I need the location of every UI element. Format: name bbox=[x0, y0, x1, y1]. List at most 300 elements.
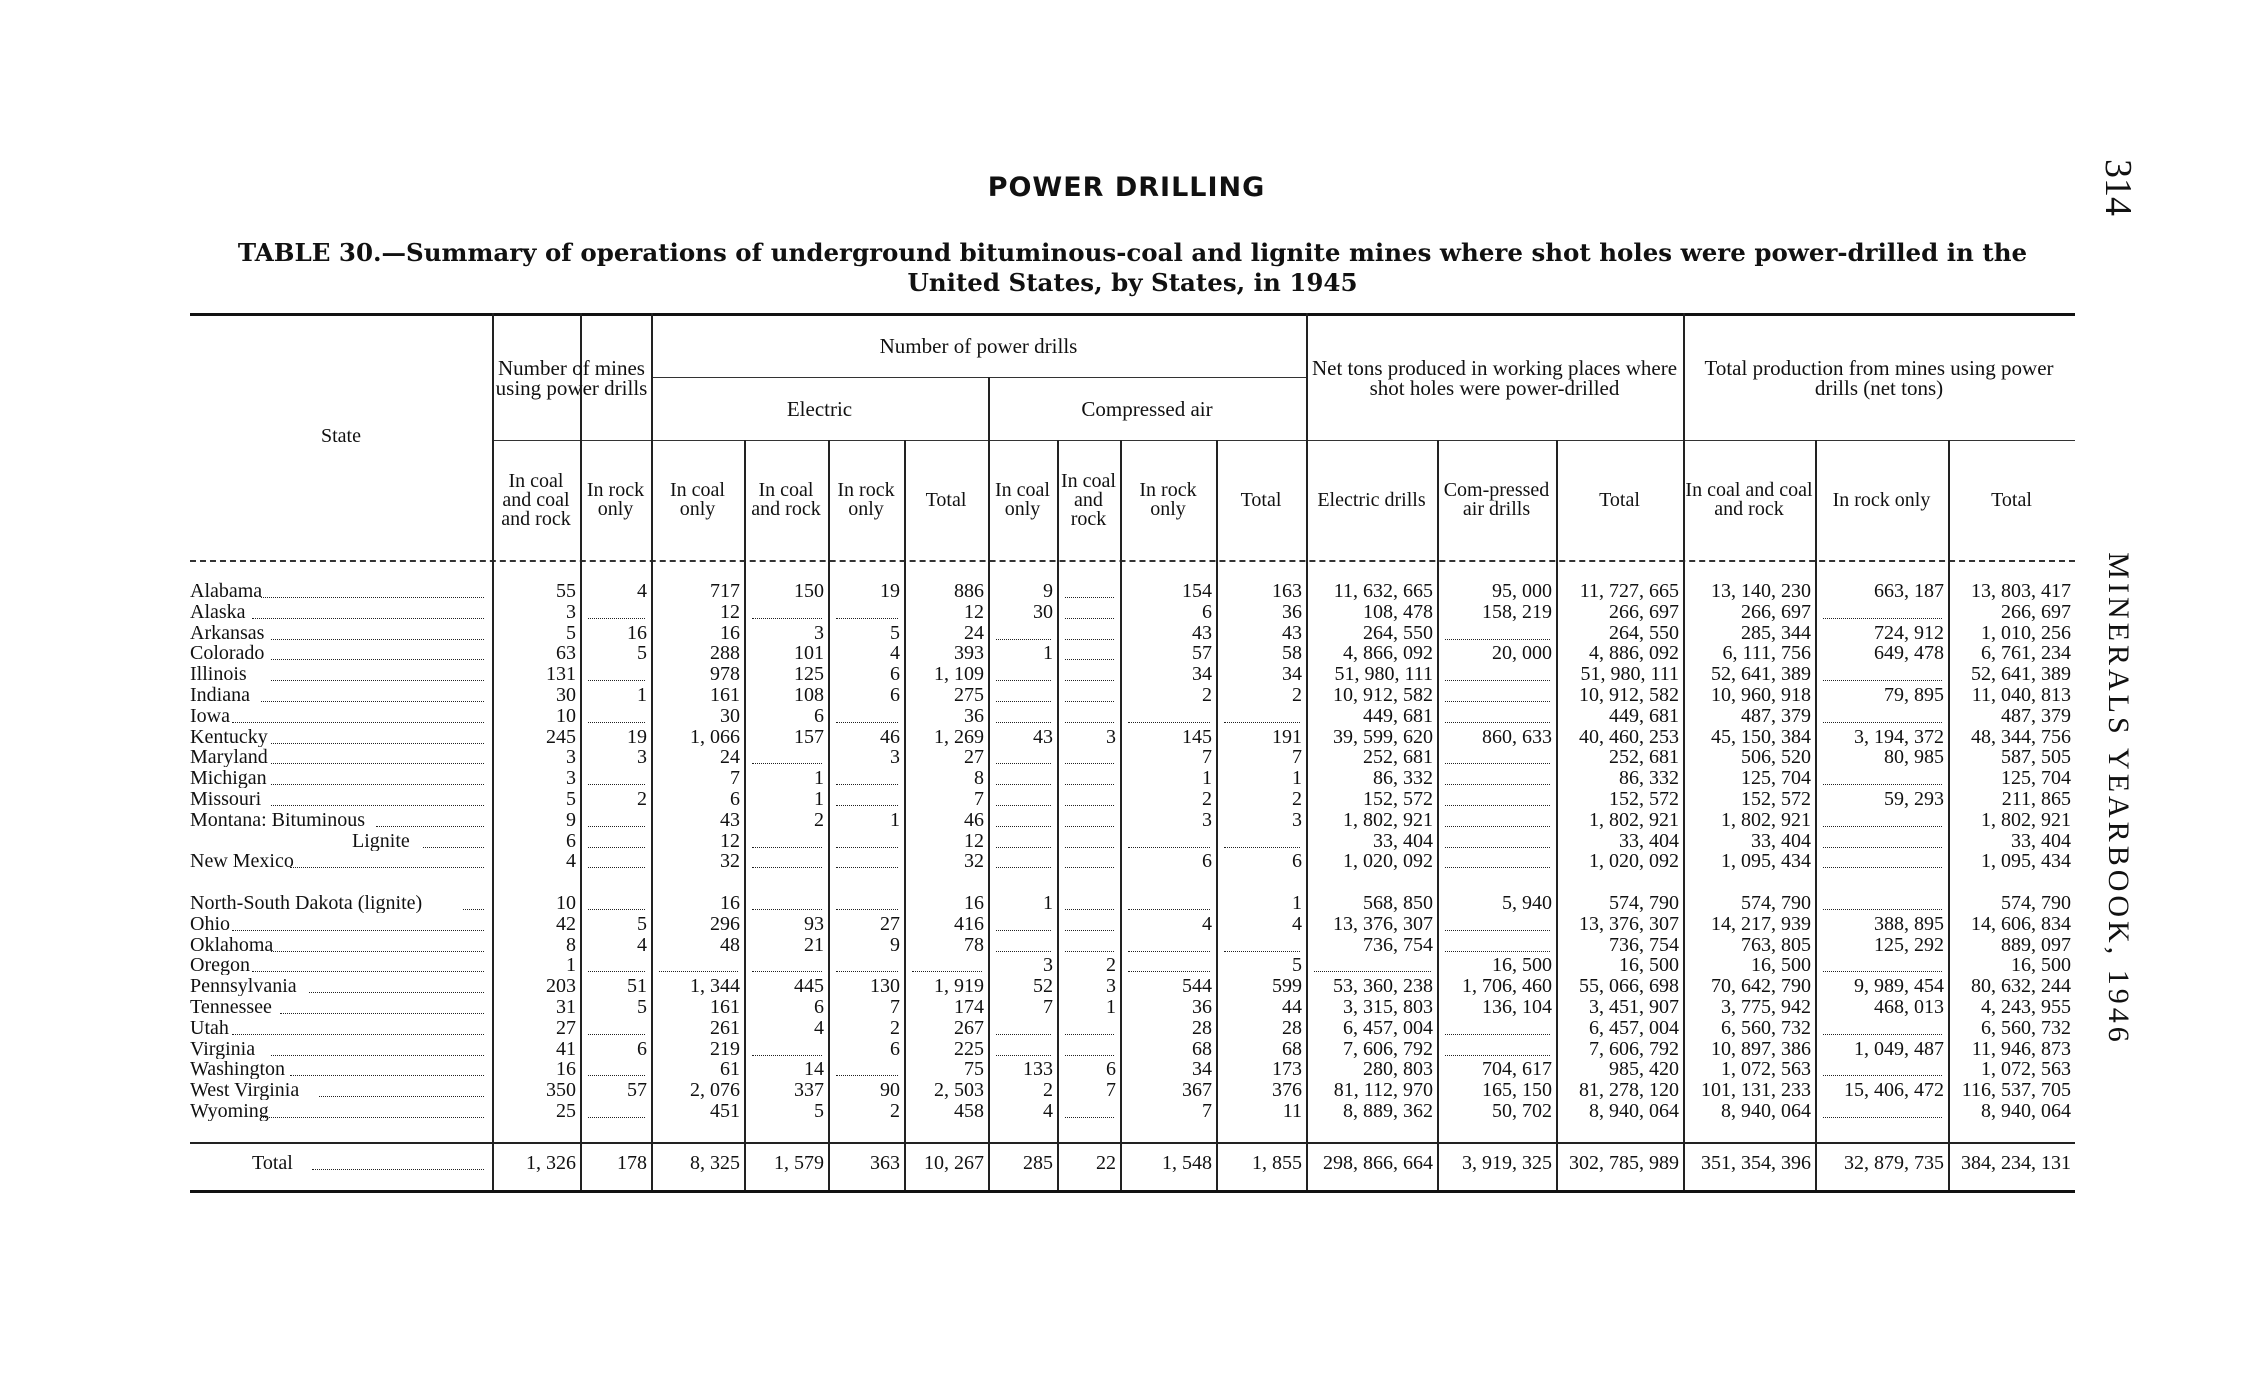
table-cell: 7 bbox=[974, 788, 984, 810]
total-cell: 1, 548 bbox=[1162, 1152, 1212, 1174]
table-cell: 2, 503 bbox=[934, 1079, 984, 1102]
table-cell: 376 bbox=[1272, 1079, 1302, 1102]
table-cell: 70, 642, 790 bbox=[1711, 975, 1811, 998]
empty-cell-dots bbox=[1065, 597, 1114, 598]
table-cell: 10 bbox=[556, 892, 576, 914]
table-cell: 280, 803 bbox=[1363, 1058, 1433, 1081]
empty-cell-dots bbox=[1823, 909, 1942, 910]
row-state-label: Washington bbox=[190, 1059, 286, 1080]
table-cell: 165, 150 bbox=[1482, 1079, 1552, 1102]
table-cell: 2 bbox=[1202, 684, 1212, 706]
leader-dots bbox=[319, 1096, 484, 1097]
empty-cell-dots bbox=[588, 867, 645, 868]
table-cell: 16, 500 bbox=[2011, 954, 2071, 977]
leader-dots bbox=[271, 763, 484, 764]
table-cell: 154 bbox=[1182, 580, 1212, 602]
leader-dots bbox=[261, 1117, 484, 1118]
table-cell: 367 bbox=[1182, 1079, 1212, 1102]
table-cell: 889, 097 bbox=[2001, 933, 2071, 956]
table-cell: 8, 940, 064 bbox=[1721, 1100, 1811, 1122]
table-cell: 36 bbox=[1192, 996, 1212, 1018]
table-cell: 7 bbox=[1043, 996, 1053, 1018]
table-cell: 7 bbox=[890, 996, 900, 1018]
empty-cell-dots bbox=[1823, 867, 1942, 868]
table-cell: 1, 095, 434 bbox=[1721, 850, 1811, 873]
empty-cell-dots bbox=[1823, 680, 1942, 681]
empty-cell-dots bbox=[1224, 722, 1300, 723]
table-cell: 6 bbox=[1106, 1058, 1116, 1081]
table-cell: 68 bbox=[1192, 1037, 1212, 1060]
table-cell: 1 bbox=[1202, 767, 1212, 790]
table-cell: 978 bbox=[710, 663, 740, 686]
empty-cell-dots bbox=[996, 930, 1051, 931]
empty-cell-dots bbox=[1445, 1055, 1550, 1056]
column-header: In coal only bbox=[995, 479, 1050, 520]
table-cell: 663, 187 bbox=[1874, 580, 1944, 602]
table-cell: 78 bbox=[964, 933, 984, 956]
table-cell: 43 bbox=[1033, 725, 1053, 748]
leader-dots bbox=[232, 930, 484, 931]
row-state-label: Utah bbox=[190, 1017, 229, 1038]
table-cell: 2 bbox=[637, 788, 647, 810]
table-cell: 75 bbox=[964, 1058, 984, 1081]
empty-cell-dots bbox=[836, 805, 898, 806]
empty-cell-dots bbox=[1128, 971, 1210, 972]
table-cell: 28 bbox=[1192, 1016, 1212, 1039]
empty-cell-dots bbox=[1065, 722, 1114, 723]
empty-cell-dots bbox=[1065, 763, 1114, 764]
table-caption bbox=[190, 238, 2075, 298]
empty-cell-dots bbox=[752, 867, 822, 868]
table-cell: 79, 895 bbox=[1884, 684, 1944, 706]
table-cell: 985, 420 bbox=[1609, 1058, 1679, 1081]
table-cell: 157 bbox=[794, 725, 824, 748]
column-header: In rock only bbox=[837, 479, 895, 520]
table-cell: 1, 706, 460 bbox=[1462, 975, 1552, 998]
table-cell: 6 bbox=[890, 1037, 900, 1060]
table-cell: 2 bbox=[814, 808, 824, 831]
empty-cell-dots bbox=[1065, 680, 1114, 681]
table-cell: 19 bbox=[627, 725, 647, 748]
table-cell: 763, 805 bbox=[1741, 933, 1811, 956]
leader-dots bbox=[261, 597, 484, 598]
empty-cell-dots bbox=[1445, 722, 1550, 723]
leader-dots bbox=[271, 680, 484, 681]
empty-cell-dots bbox=[1445, 784, 1550, 785]
table-cell: 736, 754 bbox=[1363, 933, 1433, 956]
row-state-label: Missouri bbox=[190, 789, 262, 809]
column-header: Com-pressed air drills bbox=[1443, 479, 1550, 520]
table-cell: 860, 633 bbox=[1482, 725, 1552, 748]
table-cell: 285, 344 bbox=[1741, 621, 1811, 644]
table-cell: 724, 912 bbox=[1874, 621, 1944, 644]
table-cell: 20, 000 bbox=[1492, 642, 1552, 665]
table-cell: 13, 376, 307 bbox=[1579, 912, 1679, 935]
table-cell: 152, 572 bbox=[1609, 788, 1679, 810]
table-cell: 2 bbox=[1292, 788, 1302, 810]
table-cell: 4 bbox=[637, 580, 647, 602]
table-cell: 288 bbox=[710, 642, 740, 665]
table-cell: 8 bbox=[566, 933, 576, 956]
table-cell: 90 bbox=[880, 1079, 900, 1102]
table-cell: 468, 013 bbox=[1874, 996, 1944, 1018]
table-cell: 252, 681 bbox=[1609, 746, 1679, 769]
empty-cell-dots bbox=[1445, 847, 1550, 848]
empty-cell-dots bbox=[996, 763, 1051, 764]
total-cell: 302, 785, 989 bbox=[1569, 1152, 1679, 1174]
table-cell: 266, 697 bbox=[1609, 600, 1679, 623]
table-cell: 5 bbox=[890, 621, 900, 644]
table-cell: 219 bbox=[710, 1037, 740, 1060]
table-cell: 50, 702 bbox=[1492, 1100, 1552, 1122]
empty-cell-dots bbox=[1445, 701, 1550, 702]
table-cell: 21 bbox=[804, 933, 824, 956]
table-cell: 11 bbox=[1282, 1100, 1302, 1122]
table-cell: 4 bbox=[637, 933, 647, 956]
empty-cell-dots bbox=[1445, 639, 1550, 640]
table-cell: 174 bbox=[954, 996, 984, 1018]
empty-cell-dots bbox=[996, 639, 1051, 640]
table-cell: 6 bbox=[566, 829, 576, 852]
table-cell: 5, 940 bbox=[1502, 892, 1552, 914]
table-cell: 68 bbox=[1282, 1037, 1302, 1060]
table-cell: 1 bbox=[1106, 996, 1116, 1018]
leader-dots bbox=[232, 722, 484, 723]
table-cell: 261 bbox=[710, 1016, 740, 1039]
empty-cell-dots bbox=[1065, 1117, 1114, 1118]
empty-cell-dots bbox=[836, 971, 898, 972]
leader-dots bbox=[309, 992, 484, 993]
table-cell: 3, 775, 942 bbox=[1721, 996, 1811, 1018]
table-cell: 487, 379 bbox=[2001, 704, 2071, 727]
electric-header: Electric bbox=[786, 396, 853, 421]
table-cell: 6, 457, 004 bbox=[1589, 1016, 1679, 1039]
table-cell: 101 bbox=[794, 642, 824, 665]
table-cell: 5 bbox=[814, 1100, 824, 1122]
table-cell: 3 bbox=[890, 746, 900, 769]
empty-cell-dots bbox=[836, 618, 898, 619]
table-cell: 2 bbox=[1043, 1079, 1053, 1102]
table-cell: 14 bbox=[804, 1058, 824, 1081]
table-cell: 10, 897, 386 bbox=[1711, 1037, 1811, 1060]
table-cell: 296 bbox=[710, 912, 740, 935]
row-state-label: Maryland bbox=[190, 747, 268, 768]
table-cell: 30 bbox=[1033, 600, 1053, 623]
empty-cell-dots bbox=[996, 784, 1051, 785]
leader-dots bbox=[290, 867, 484, 868]
table-cell: 16 bbox=[556, 1058, 576, 1081]
table-cell: 27 bbox=[556, 1016, 576, 1039]
table-cell: 1, 802, 921 bbox=[1343, 808, 1433, 831]
table-cell: 12 bbox=[720, 600, 740, 623]
empty-cell-dots bbox=[588, 1117, 645, 1118]
row-state-label: Ohio bbox=[190, 913, 230, 934]
table-cell: 27 bbox=[964, 746, 984, 769]
table-cell: 5 bbox=[1292, 954, 1302, 977]
table-cell: 43 bbox=[1282, 621, 1302, 644]
table-cell: 266, 697 bbox=[1741, 600, 1811, 623]
empty-cell-dots bbox=[1823, 1117, 1942, 1118]
table-cell: 45, 150, 384 bbox=[1711, 725, 1811, 748]
empty-cell-dots bbox=[588, 618, 645, 619]
table-cell: 116, 537, 705 bbox=[1961, 1079, 2071, 1102]
table-cell: 1 bbox=[1043, 892, 1053, 914]
table-cell: 28 bbox=[1282, 1016, 1302, 1039]
table-cell: 161 bbox=[710, 996, 740, 1018]
table-cell: 599 bbox=[1272, 975, 1302, 998]
empty-cell-dots bbox=[996, 826, 1051, 827]
table-cell: 163 bbox=[1272, 580, 1302, 602]
table-cell: 6 bbox=[814, 996, 824, 1018]
running-head: MINERALS YEARBOOK, 1946 bbox=[2102, 552, 2135, 1046]
table-cell: 266, 697 bbox=[2001, 600, 2071, 623]
table-cell: 3 bbox=[566, 767, 576, 790]
table-cell: 19 bbox=[880, 580, 900, 602]
table-cell: 568, 850 bbox=[1363, 892, 1433, 914]
empty-cell-dots bbox=[1445, 680, 1550, 681]
header-mid-rule bbox=[492, 440, 2075, 441]
table-caption-text: —Summary of operations of underground bituminous-coal and lignite mines where shot holes were power-drilled in the United States, by States, in 1945 bbox=[381, 238, 2028, 297]
table-cell: 574, 790 bbox=[1609, 892, 1679, 914]
table-cell: 2, 076 bbox=[690, 1079, 740, 1102]
total-cell: 298, 866, 664 bbox=[1323, 1152, 1433, 1174]
empty-cell-dots bbox=[1314, 971, 1431, 972]
table-cell: 16 bbox=[627, 621, 647, 644]
table-cell: 1 bbox=[566, 954, 576, 977]
table-cell: 6 bbox=[1292, 850, 1302, 873]
empty-cell-dots bbox=[1224, 951, 1300, 952]
table-cell: 649, 478 bbox=[1874, 642, 1944, 665]
table-cell: 40, 460, 253 bbox=[1579, 725, 1679, 748]
table-cell: 61 bbox=[720, 1058, 740, 1081]
table-cell: 30 bbox=[556, 684, 576, 706]
empty-cell-dots bbox=[1065, 701, 1114, 702]
table-cell: 451 bbox=[710, 1100, 740, 1122]
table-cell: 16 bbox=[720, 892, 740, 914]
leader-dots bbox=[280, 1013, 484, 1014]
row-state-label: Kentucky bbox=[190, 726, 268, 747]
empty-cell-dots bbox=[996, 701, 1051, 702]
empty-cell-dots bbox=[588, 680, 645, 681]
empty-cell-dots bbox=[1823, 847, 1942, 848]
leader-dots bbox=[232, 1034, 484, 1035]
table-cell: 1, 010, 256 bbox=[1981, 621, 2071, 644]
empty-cell-dots bbox=[1065, 909, 1114, 910]
total-cell: 8, 325 bbox=[690, 1152, 740, 1174]
leader-dots bbox=[261, 701, 484, 702]
table-cell: 2 bbox=[1292, 684, 1302, 706]
empty-cell-dots bbox=[588, 971, 645, 972]
table-cell: 3 bbox=[566, 600, 576, 623]
empty-cell-dots bbox=[659, 971, 738, 972]
table-cell: 487, 379 bbox=[1741, 704, 1811, 727]
table-cell: 30 bbox=[720, 704, 740, 727]
table-cell: 1 bbox=[1292, 892, 1302, 914]
table-cell: 4 bbox=[890, 642, 900, 665]
table-cell: 1, 802, 921 bbox=[1721, 808, 1811, 831]
table-cell: 1, 344 bbox=[690, 975, 740, 998]
row-state-label: Virginia bbox=[190, 1038, 256, 1059]
table-cell: 2 bbox=[1202, 788, 1212, 810]
total-cell: 10, 267 bbox=[924, 1152, 984, 1174]
column-header: In coal only bbox=[670, 479, 725, 520]
table-cell: 27 bbox=[880, 912, 900, 935]
table-cell: 11, 946, 873 bbox=[1971, 1037, 2071, 1060]
empty-cell-dots bbox=[1065, 659, 1114, 660]
table-cell: 4, 243, 955 bbox=[1981, 996, 2071, 1018]
table-cell: 2 bbox=[1106, 954, 1116, 977]
empty-cell-dots bbox=[1065, 951, 1114, 952]
empty-cell-dots bbox=[1065, 1034, 1114, 1035]
table-cell: 704, 617 bbox=[1482, 1058, 1552, 1081]
empty-cell-dots bbox=[1065, 826, 1114, 827]
table-cell: 4, 866, 092 bbox=[1343, 642, 1433, 665]
column-header: Total bbox=[1240, 488, 1282, 511]
table-cell: 4 bbox=[1202, 912, 1212, 935]
table-cell: 33, 404 bbox=[2011, 829, 2071, 852]
table-cell: 191 bbox=[1272, 725, 1302, 748]
leader-dots bbox=[271, 1055, 484, 1056]
table-cell: 16 bbox=[964, 892, 984, 914]
table-cell: 350 bbox=[546, 1079, 576, 1102]
table-cell: 3 bbox=[1202, 808, 1212, 831]
empty-cell-dots bbox=[996, 722, 1051, 723]
empty-cell-dots bbox=[1445, 867, 1550, 868]
table-cell: 16, 500 bbox=[1751, 954, 1811, 977]
table-cell: 11, 040, 813 bbox=[1971, 684, 2071, 706]
table-cell: 717 bbox=[710, 580, 740, 602]
section-title: POWER DRILLING bbox=[987, 172, 1266, 203]
table-cell: 587, 505 bbox=[2001, 746, 2071, 769]
empty-cell-dots bbox=[1823, 722, 1942, 723]
leader-dots bbox=[376, 826, 484, 827]
leader-dots bbox=[463, 909, 484, 910]
column-header: Total bbox=[925, 488, 967, 511]
empty-cell-dots bbox=[996, 847, 1051, 848]
empty-cell-dots bbox=[996, 680, 1051, 681]
table-cell: 1, 802, 921 bbox=[1589, 808, 1679, 831]
empty-cell-dots bbox=[1224, 847, 1300, 848]
empty-cell-dots bbox=[752, 909, 822, 910]
row-state-label: New Mexico bbox=[190, 851, 294, 872]
table-cell: 449, 681 bbox=[1363, 704, 1433, 727]
empty-cell-dots bbox=[588, 722, 645, 723]
leader-dots bbox=[271, 639, 484, 640]
table-cell: 32 bbox=[720, 850, 740, 873]
row-state-label: Illinois bbox=[190, 664, 247, 685]
empty-cell-dots bbox=[1128, 909, 1210, 910]
total-cell: 1, 579 bbox=[774, 1152, 824, 1174]
table-cell: 9 bbox=[890, 933, 900, 956]
table-cell: 4 bbox=[1043, 1100, 1053, 1122]
table-cell: 6 bbox=[890, 684, 900, 706]
table-cell: 52 bbox=[1033, 975, 1053, 998]
table-cell: 6 bbox=[730, 788, 740, 810]
table-cell: 1, 049, 487 bbox=[1854, 1037, 1944, 1060]
row-state-label: Lignite bbox=[352, 830, 410, 851]
table-cell: 55 bbox=[556, 580, 576, 602]
table-cell: 3 bbox=[1292, 808, 1302, 831]
table-cell: 574, 790 bbox=[2001, 892, 2071, 914]
table-cell: 14, 606, 834 bbox=[1971, 912, 2071, 935]
table-cell: 3 bbox=[1106, 725, 1116, 748]
table-cell: 14, 217, 939 bbox=[1711, 912, 1811, 935]
total-cell: 285 bbox=[1023, 1152, 1053, 1174]
empty-cell-dots bbox=[1445, 930, 1550, 931]
net-tons-header: Net tons produced in working places where shot holes were power-drilled bbox=[1311, 355, 1678, 400]
table-cell: 11, 727, 665 bbox=[1579, 580, 1679, 602]
table-cell: 161 bbox=[710, 684, 740, 706]
state-header: State bbox=[321, 425, 361, 447]
total-production-header: Total production from mines using power drills (net tons) bbox=[1704, 355, 2054, 400]
table-cell: 886 bbox=[954, 580, 984, 602]
table-cell: 51 bbox=[627, 975, 647, 998]
table-cell: 211, 865 bbox=[2001, 788, 2071, 810]
table-cell: 4 bbox=[814, 1016, 824, 1039]
empty-cell-dots bbox=[1065, 784, 1114, 785]
table-cell: 275 bbox=[954, 684, 984, 706]
table-cell: 10 bbox=[556, 704, 576, 727]
table-cell: 108 bbox=[794, 684, 824, 706]
empty-cell-dots bbox=[1445, 951, 1550, 952]
total-cell: 1, 855 bbox=[1252, 1152, 1302, 1174]
leader-dots bbox=[271, 784, 484, 785]
table-cell: 1 bbox=[890, 808, 900, 831]
table-cell: 136, 104 bbox=[1482, 996, 1552, 1018]
table-cell: 86, 332 bbox=[1619, 767, 1679, 790]
table-cell: 24 bbox=[964, 621, 984, 644]
empty-cell-dots bbox=[1823, 784, 1942, 785]
table-cell: 12 bbox=[720, 829, 740, 852]
empty-cell-dots bbox=[836, 722, 898, 723]
table-cell: 1, 020, 092 bbox=[1589, 850, 1679, 873]
table-cell: 6 bbox=[1202, 850, 1212, 873]
table-cell: 6, 111, 756 bbox=[1722, 642, 1811, 665]
table-cell: 13, 140, 230 bbox=[1711, 580, 1811, 602]
empty-cell-dots bbox=[996, 1034, 1051, 1035]
table-cell: 6, 560, 732 bbox=[1981, 1016, 2071, 1039]
column-header: In coal and coal and rock bbox=[1685, 479, 1813, 520]
empty-cell-dots bbox=[588, 847, 645, 848]
empty-cell-dots bbox=[1445, 763, 1550, 764]
row-state-label: Wyoming bbox=[190, 1101, 269, 1121]
table-cell: 225 bbox=[954, 1037, 984, 1060]
table-cell: 1, 072, 563 bbox=[1981, 1058, 2071, 1081]
table-cell: 58 bbox=[1282, 642, 1302, 665]
total-cell: 178 bbox=[617, 1152, 647, 1174]
table-cell: 36 bbox=[964, 704, 984, 727]
empty-cell-dots bbox=[1128, 722, 1210, 723]
table-cell: 1, 802, 921 bbox=[1981, 808, 2071, 831]
row-state-label: North-South Dakota (lignite) bbox=[190, 893, 423, 913]
table-cell: 5 bbox=[637, 642, 647, 665]
table-bottom-rule bbox=[190, 1190, 2075, 1193]
table-cell: 125 bbox=[794, 663, 824, 686]
total-cell: 3, 919, 325 bbox=[1462, 1152, 1552, 1174]
table-cell: 264, 550 bbox=[1363, 621, 1433, 644]
leader-dots bbox=[271, 743, 484, 744]
empty-cell-dots bbox=[588, 784, 645, 785]
table-cell: 1, 269 bbox=[934, 725, 984, 748]
table-cell: 131 bbox=[546, 663, 576, 686]
row-state-label: Iowa bbox=[190, 705, 230, 726]
header-bottom-rule bbox=[190, 560, 2075, 562]
total-cell: 351, 354, 396 bbox=[1701, 1152, 1811, 1174]
mines-header: Number of mines using power drills bbox=[495, 355, 648, 400]
table-cell: 6 bbox=[637, 1037, 647, 1060]
row-state-label: Pennsylvania bbox=[190, 976, 297, 997]
table-cell: 173 bbox=[1272, 1058, 1302, 1081]
